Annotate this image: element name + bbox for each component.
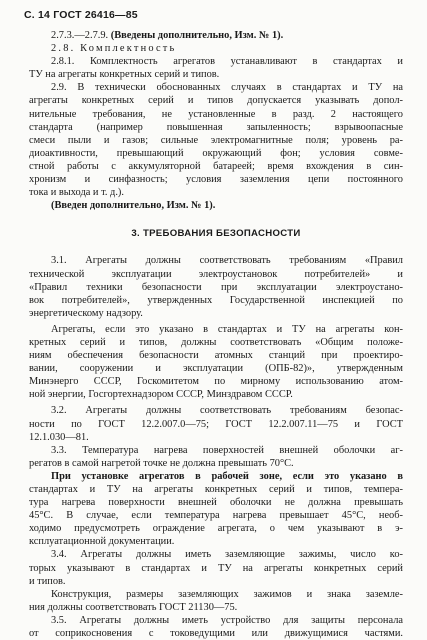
paragraph-3-2 bbox=[29, 404, 403, 443]
text-line: регатов в самой нагретой точке не должна превышать 70°С. bbox=[29, 457, 294, 469]
text-line: диоактивности, превышающий окружающий фон; условия совме- bbox=[29, 147, 403, 159]
text-line: 45°С. В случае, если температура нагрева превышает 45°С, необ- bbox=[29, 510, 403, 522]
text-line: «Правил техники безопасности при эксплуатации электроустано- bbox=[29, 281, 403, 293]
text-line: 3.3. Температура нагрева поверхностей внешней оболочки аг- bbox=[51, 444, 403, 456]
text-line: ния должны соответствовать ГОСТ 21130—75. bbox=[29, 601, 238, 613]
text-line: 12.1.030—81. bbox=[29, 431, 89, 443]
text-line: и типов. bbox=[29, 575, 66, 587]
text-line: ниям обеспечения безопасности атомных станций при проектиро- bbox=[29, 350, 403, 362]
text-line: кретных серий и типов, должны соответствовать «Общим положе- bbox=[29, 336, 403, 348]
text-line: Минэнерго СССР, Госкомитетом по мирному использованию атом- bbox=[29, 376, 403, 388]
clause-2-7-3-number: 2.7.3.—2.7.9. bbox=[51, 30, 109, 41]
text-line: Агрегаты, если это указано в стандартах и ТУ на агрегаты кон- bbox=[51, 323, 403, 335]
text-line: смеси пыли и газов; сильные электромагнитные поля; уровень ра- bbox=[29, 134, 403, 146]
text-line: агрегаты конкретных серий и типов допускается указывать допол- bbox=[29, 95, 403, 107]
text-line: вании, сооружении и эксплуатации (ОПБ-82)», утвержденным bbox=[29, 363, 403, 375]
text-line: энергетическому надзору. bbox=[29, 307, 143, 319]
paragraph-3-1-aes bbox=[29, 323, 403, 402]
paragraph-3-3-work-zone bbox=[29, 470, 403, 549]
text-line: стной работы с аккумуляторной батареей; время вхождения в син- bbox=[29, 160, 403, 172]
text-line: нительные требования, не установленные в разд. 2 настоящего bbox=[29, 108, 403, 120]
section-3-heading: 3. ТРЕБОВАНИЯ БЕЗОПАСНОСТИ bbox=[131, 228, 301, 240]
paragraph-2-8-1 bbox=[29, 55, 403, 81]
paragraph-3-4 bbox=[29, 548, 403, 587]
text-line: 3.2. Агрегаты должны соответствовать требованиям безопас- bbox=[51, 405, 403, 417]
paragraph-2-7-3 bbox=[29, 29, 403, 42]
paragraph-3-4-grounding bbox=[29, 588, 403, 614]
text-line: тока и выхода и т. д.). bbox=[29, 187, 124, 199]
text-line: ности по ГОСТ 12.2.007.0—75; ГОСТ 12.2.007.11—75 и ГОСТ bbox=[29, 418, 403, 430]
section-2-8-title: 2.8. Комплектность bbox=[51, 43, 177, 55]
paragraph-3-3 bbox=[29, 444, 403, 470]
text-line: вок потребителей», утвержденных Государственной инспекцией по bbox=[29, 294, 403, 306]
text-line: ходимо предусмотреть ограждение агрегата, о чем указывают в э- bbox=[29, 523, 403, 535]
text-line: 3.4. Агрегаты должны иметь заземляющие зажимы, число ко- bbox=[51, 549, 403, 561]
amendment-note: (Введены дополнительно, Изм. № 1). bbox=[110, 30, 284, 41]
text-line: Конструкция, размеры заземляющих зажимов и знака заземле- bbox=[51, 588, 403, 600]
paragraph-3-5 bbox=[29, 614, 403, 640]
text-line: 2.8.1. Комплектность агрегатов устанавливают в стандартах и bbox=[51, 56, 403, 68]
text-line: ной энергии, Госгортехнадзором СССР, Минздравом СССР. bbox=[29, 389, 293, 401]
text-line: ТУ на агрегаты конкретных серий и типов. bbox=[29, 69, 220, 81]
text-line: стандартах и ТУ на агрегаты конкретных серий и типов, темпера- bbox=[29, 484, 403, 495]
text-line: тура нагрева поверхности внешней оболочки не должна превышать bbox=[29, 497, 403, 509]
text-line: ксплуатационной документации. bbox=[29, 536, 175, 548]
text-line: 3.5. Агрегаты должны иметь устройство для защиты персонала bbox=[51, 614, 403, 626]
paragraph-3-1 bbox=[29, 254, 403, 319]
text-line: При установке агрегатов в рабочей зоне, если это указано в bbox=[51, 470, 403, 482]
document-body bbox=[29, 29, 403, 640]
text-line: хронизм и синфазность; условия заземления цепи постоянного bbox=[29, 174, 403, 186]
text-line: 3.1. Агрегаты должны соответствовать требованиям «Правил bbox=[51, 255, 403, 267]
paragraph-2-9 bbox=[29, 81, 403, 199]
amendment-note: (Введен дополнительно, Изм. № 1). bbox=[51, 200, 216, 212]
text-line: стандарта (например повышенная запыленность; взрывоопасные bbox=[29, 121, 403, 133]
text-line: от соприкосновения с токоведущими или движущимися частями. bbox=[29, 628, 403, 640]
page-header: С. 14 ГОСТ 26416—85 bbox=[24, 9, 138, 21]
text-line: 2.9. В технически обоснованных случаях в стандартах и ТУ на bbox=[51, 82, 403, 94]
text-line: торых указывают в стандартах и ТУ на агрегаты конкретных серий bbox=[29, 562, 403, 574]
text-line: технической эксплуатации электроустановок потребителей» и bbox=[29, 268, 403, 280]
